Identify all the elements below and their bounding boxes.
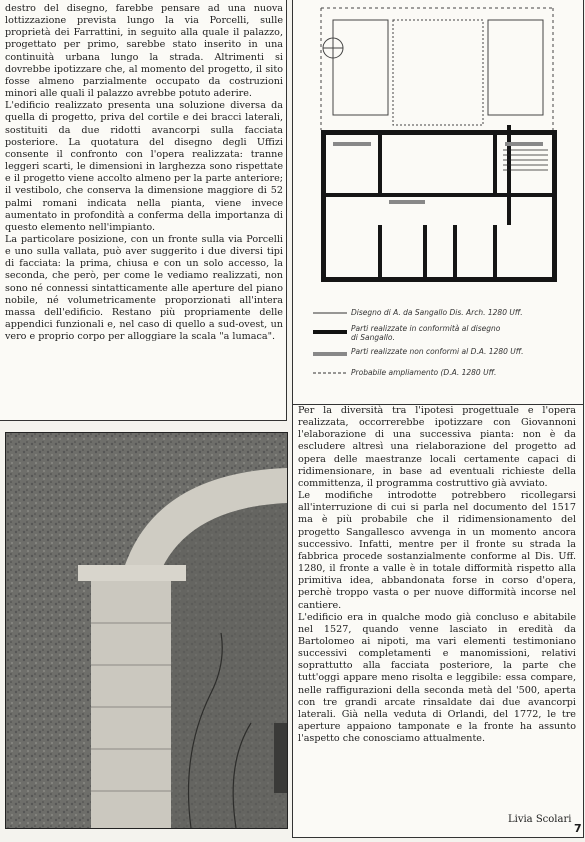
floor-plan-frame [292, 0, 584, 293]
floor-plan-drawing [293, 0, 583, 292]
legend-frame [292, 292, 584, 405]
author-name: Livia Scolari [508, 814, 572, 825]
legend-swatches [313, 302, 363, 402]
legend-text-3: Parti realizzate non conformi al D.A. 1280 Uff. [351, 347, 524, 356]
legend-text-2a: Parti realizzate in conformità al disegno [351, 324, 501, 333]
page-number: 7 [574, 822, 582, 835]
legend-text-1: Disegno di A. da Sangallo Dis. Arch. 1280 Uff. [351, 308, 523, 317]
left-paragraph-1: destro del disegno, farebbe pensare ad una nuova lottizzazione prevista lungo la via Porcelli, sulle proprietà dei Farrattini, in seguito alla quale il palazzo, progettato per primo, sarebbe stato inserito in una continuità urbana lungo la strada. Altrimenti si dovrebbe ipotizzare che, al momento del progetto, il sito fosse almeno parzialmente occupato da costruzioni minori alle quali il palazzo avrebbe potuto aderire. [5, 3, 283, 100]
right-paragraph-1: Per la diversità tra l'ipotesi progettuale e l'opera realizzata, occorrerebbe ipotizzare con Giovannoni l'elaborazione di una successiva pianta: non è da escludere altresì una rielaborazione del progetto ad opera delle maestranze locali certamente capaci di ridimensionare, in base ad eventuali richieste della committenza, il programma costruttivo già avviato. [298, 405, 576, 489]
left-column-text [5, 3, 283, 343]
facade-arch-photo [5, 432, 288, 829]
left-paragraph-3: La particolare posizione, con un fronte sulla via Porcelli e uno sulla vallata, può aver suggerito i due diversi tipi di facciata: la prima, chiusa e con un solo accesso, la seconda, che però, per come le vediamo realizzati, non sono né connessi sintatticamente alle aperture del piano nobile, né volumetricamente proporzionati all'intera massa dell'edificio. Restano più propriamente delle appendici funzionali e, nel caso di quello a sud-ovest, un vero e proprio corpo per alloggiare la scala "a lumaca". [5, 233, 283, 343]
legend-text-4: Probabile ampliamento (D.A. 1280 Uff. [351, 368, 497, 377]
left-paragraph-2: L'edificio realizzato presenta una soluzione diversa da quella di progetto, priva del cortile e dei bracci laterali, sostituiti da due ridotti avancorpi sulla facciata posteriore. La quotatura del disegno degli Uffizi consente il confronto con l'opera realizzata: tranne leggeri scarti, le dimensioni in larghezza sono rispettate e il progetto viene accolto almeno per la parte anteriore; il vestibolo, che conserva la dimensione maggiore di 52 palmi romani indicata nella pianta, viene invece aumentato in profondità a conferma della importanza di questo elemento nell'impianto. [5, 100, 283, 233]
right-column-text [298, 405, 576, 745]
right-paragraph-2: Le modifiche introdotte potrebbero ricollegarsi all'interruzione di cui si parla nel documento del 1517 ma è più probabile che il ridimensionamento del progetto Sangallesco avvenga in un momento ancora successivo. Infatti, mentre per il fronte su strada la fabbrica procede sostanzialmente conforme al Dis. Uff. 1280, il fronte a valle è in totale difformità rispetto alla primitiva idea, abbandonata forse in corso d'opera, perchè troppo vasta o per nuove difformità incorse nel cantiere. [298, 490, 576, 611]
right-paragraph-3: L'edificio era in qualche modo già concluso e abitabile nel 1527, quando venne lasciato in eredità da Bartolomeo ai nipoti, ma vari elementi testimoniano successivi completamenti e manomissioni, relativi soprattutto alla facciata posteriore, la parte che tutt'oggi appare meno risolta e leggibile: essa compare, nelle raffigurazioni della seconda metà del '500, aperta con tre grandi arcate rinsaldate dai due avancorpi laterali. Già nella veduta di Orlandi, del 1772, le tre aperture appaiono tamponate e la fronte ha assunto l'aspetto che conosciamo attualmente. [298, 611, 576, 745]
legend-text-2b: di Sangallo. [351, 333, 395, 342]
